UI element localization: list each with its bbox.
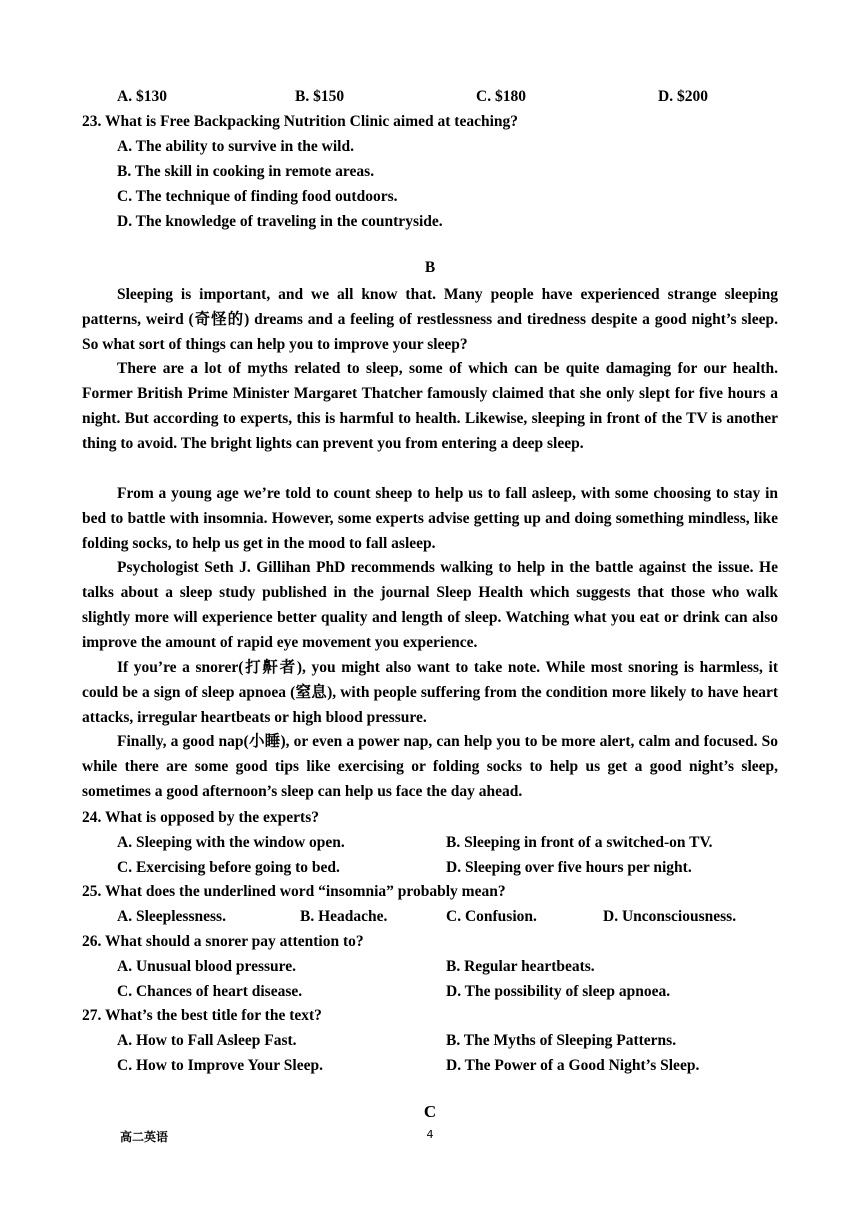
passage-paragraph-4: Psychologist Seth J. Gillihan PhD recommends walking to help in the battle against the issue. He talks about a sleep study published in the journal Sleep Health which suggests that those who walk slightly more will experience better quality and length of sleep. Watching what you eat or drink can also improve the amount of rapid eye movement you experience.	[82, 559, 778, 651]
section-c-heading: C	[423, 1102, 437, 1121]
q23-question: 23. What is Free Backpacking Nutrition Clinic aimed at teaching?	[82, 113, 519, 130]
q27-option-c: C. How to Improve Your Sleep.	[117, 1057, 323, 1074]
passage-paragraph-6: Finally, a good nap(小睡), or even a power nap, can help you to be more alert, calm and focused. So while there are some good tips like exercising or folding socks to help us get a good night’s sleep, sometimes a good afternoon’s sleep can help us face the day ahead.	[82, 733, 778, 800]
q24-option-d: D. Sleeping over five hours per night.	[446, 859, 692, 876]
q25-option-a: A. Sleeplessness.	[117, 908, 226, 925]
passage-paragraph-1: Sleeping is important, and we all know that. Many people have experienced strange sleeping patterns, weird (奇怪的) dreams and a feeling of restlessness and tiredness despite a good night’s sleep. So what sort of things can help you to improve your sleep?	[82, 286, 778, 353]
q26-option-c: C. Chances of heart disease.	[117, 983, 303, 1000]
q24-option-a: A. Sleeping with the window open.	[117, 834, 345, 851]
passage-paragraph-3: From a young age we’re told to count sheep to help us to fall asleep, with some choosing to stay in bed to battle with insomnia. However, some experts advise getting up and doing something mindless, like folding socks, to help us get in the mood to fall asleep.	[82, 485, 778, 552]
q25-question: 25. What does the underlined word “insomnia” probably mean?	[82, 883, 506, 900]
passage-paragraph-5: If you’re a snorer(打鼾者), you might also want to take note. While most snoring is harmless, it could be a sign of sleep apnoea (窒息), with people suffering from the condition more likely to have heart attacks, irregular heartbeats or high blood pressure.	[82, 659, 778, 726]
q27-option-d: D. The Power of a Good Night’s Sleep.	[446, 1057, 700, 1074]
q25-option-b: B. Headache.	[300, 908, 388, 925]
passage-paragraph-2: There are a lot of myths related to sleep, some of which can be quite damaging for our health. Former British Prime Minister Margaret Thatcher famously claimed that she only slept for five hours a night. But according to experts, this is harmful to health. Likewise, sleeping in front of the TV is another thing to avoid. The bright lights can prevent you from entering a deep sleep.	[82, 360, 778, 452]
q26-option-a: A. Unusual blood pressure.	[117, 958, 297, 975]
q25-option-d: D. Unconsciousness.	[603, 908, 737, 925]
q23-option-c: C. The technique of finding food outdoors.	[117, 188, 398, 205]
q23-option-d: D. The knowledge of traveling in the countryside.	[117, 213, 443, 230]
q26-option-b: B. Regular heartbeats.	[446, 958, 595, 975]
q22-option-b: B. $150	[295, 88, 345, 105]
footer-page-number: 4	[426, 1128, 434, 1141]
q22-option-a: A. $130	[117, 88, 167, 105]
q24-option-c: C. Exercising before going to bed.	[117, 859, 340, 876]
q24-option-b: B. Sleeping in front of a switched-on TV.	[446, 834, 713, 851]
q27-question: 27. What’s the best title for the text?	[82, 1007, 322, 1024]
q27-option-a: A. How to Fall Asleep Fast.	[117, 1032, 297, 1049]
q22-option-c: C. $180	[476, 88, 526, 105]
q23-option-b: B. The skill in cooking in remote areas.	[117, 163, 375, 180]
section-b-heading: B	[424, 259, 436, 276]
q23-option-a: A. The ability to survive in the wild.	[117, 138, 354, 155]
q25-option-c: C. Confusion.	[446, 908, 537, 925]
footer-subject: 高二英语	[120, 1130, 169, 1144]
q26-question: 26. What should a snorer pay attention to?	[82, 933, 364, 950]
q22-option-d: D. $200	[658, 88, 708, 105]
q26-option-d: D. The possibility of sleep apnoea.	[446, 983, 671, 1000]
q24-question: 24. What is opposed by the experts?	[82, 809, 319, 826]
q27-option-b: B. The Myths of Sleeping Patterns.	[446, 1032, 677, 1049]
